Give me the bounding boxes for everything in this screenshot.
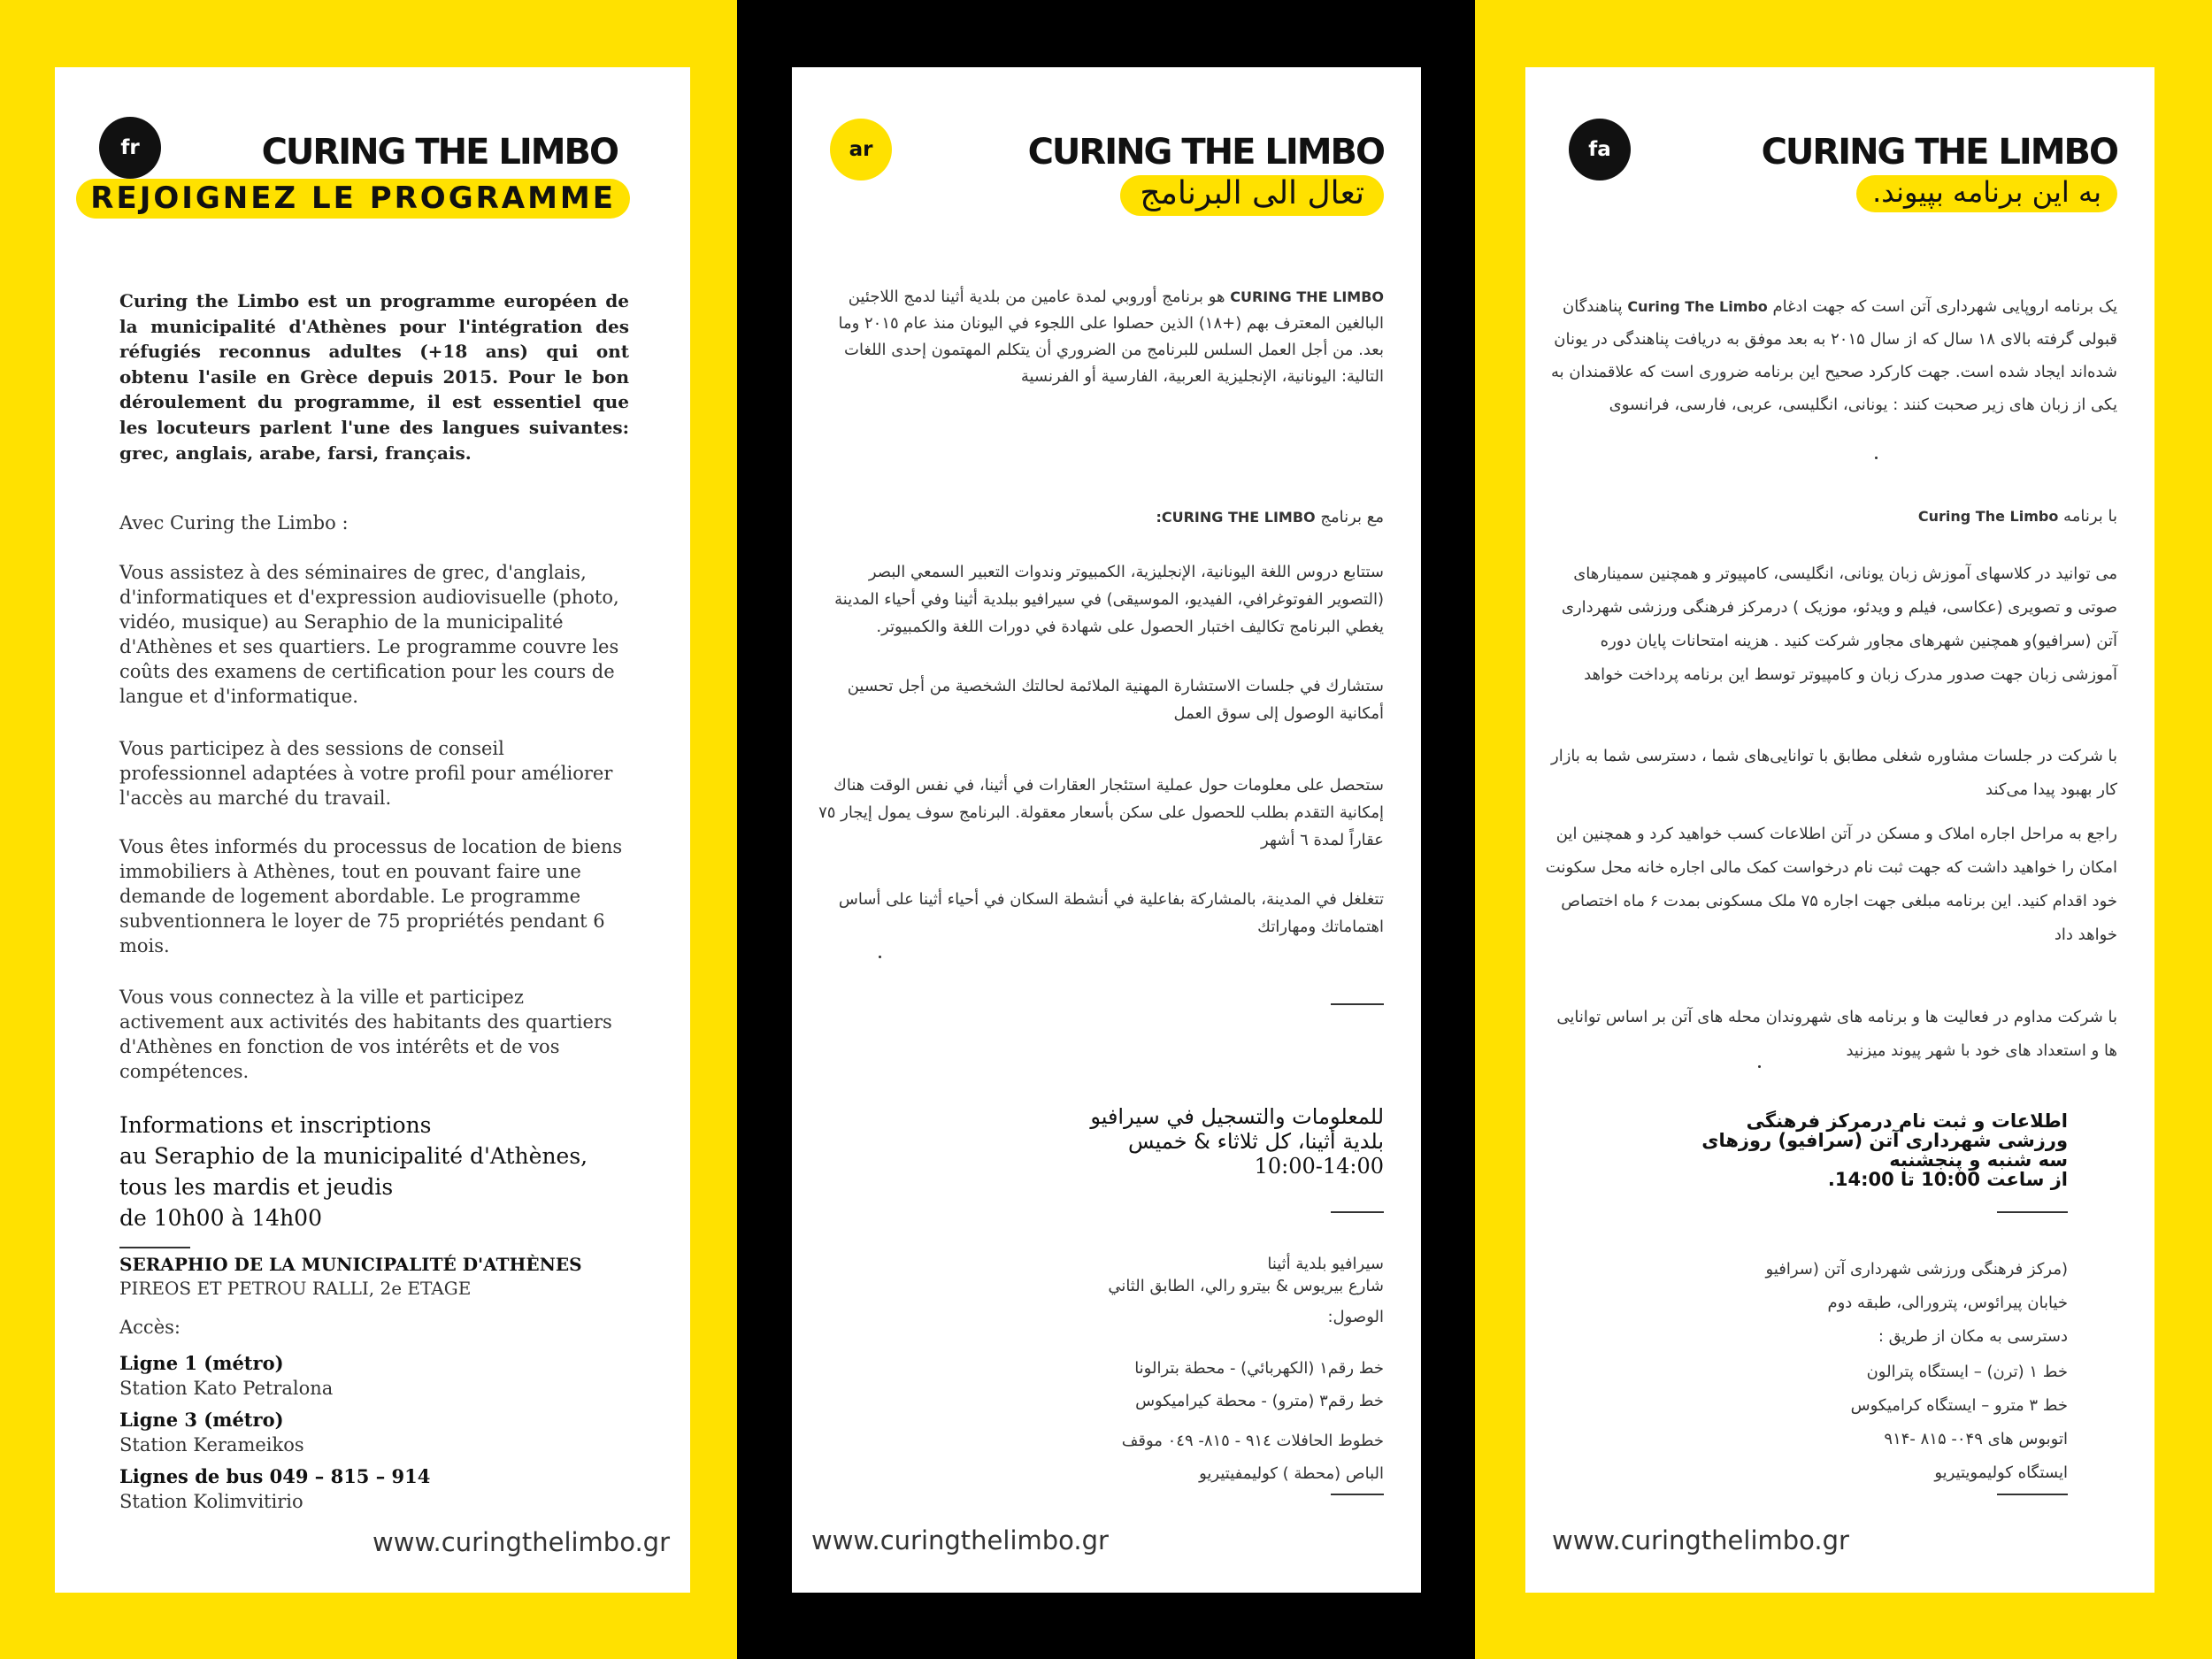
transit-line: الباص (محطة ) كوليمفيتيريو (1199, 1464, 1384, 1483)
transit-line: ایستگاه کولیمویتیریو (1934, 1463, 2068, 1482)
with-program-name: Curing the Limbo (170, 512, 336, 534)
transit-list (1572, 1356, 2068, 1490)
venue-block (1572, 1253, 2068, 1354)
farsi-panel (1525, 67, 2154, 1593)
with-curing-line (1542, 507, 2117, 526)
venue-name: (مرکز فرهنگی ورزشی شهرداری آتن (سرافیو (1765, 1260, 2068, 1279)
info-location: au Seraphio de la municipalité d'Athènes, (119, 1143, 588, 1169)
decorative-dot (1875, 457, 1878, 459)
benefit-paragraph-3: ستحصل على معلومات حول عملية استئجار العقارات في أثينا، في نفس الوقت هناك إمكانية التقدم بطلب للحصول على سكن بأسعار معقولة. البرنامج سوف يمول إيجار ٧٥ عقاراً لمدة ٦ أشهر (818, 776, 1384, 849)
with-curing-line (818, 508, 1384, 526)
section-divider (1331, 1211, 1384, 1213)
transit-line: Lignes de bus 049 – 815 – 914 (119, 1465, 431, 1487)
venue-address: PIREOS ET PETROU RALLI, 2e ETAGE (119, 1278, 472, 1299)
section-divider (1997, 1211, 2068, 1213)
section-divider (1331, 1494, 1384, 1495)
info-title: اطلاعات و ثبت نام درمرکز فرهنگی (1746, 1110, 2068, 1132)
panel-subtitle: .به این برنامه بپیوند (1856, 175, 2117, 212)
benefit-paragraph-2: Vous participez à des sessions de conseil professionnel adaptées à votre profil pour améliorer l'accès au marché du travail. (119, 738, 613, 809)
section-divider (1331, 1003, 1384, 1005)
info-days: سه شنبه و پنجشنبه (1889, 1149, 2068, 1171)
access-label: Accès: (119, 1317, 180, 1338)
benefit-paragraph-2: ستشارك في جلسات الاستشارة المهنية الملائمة لحالتك الشخصية من أجل تحسين أمكانية الوصول إلى سوق العمل (847, 677, 1384, 723)
with-prefix: Avec (119, 512, 171, 534)
with-prefix: با برنامه (2058, 507, 2117, 526)
intro-prefix: یک برنامه اروپایی شهرداری آتن است که جهت ادغام (1767, 297, 2117, 316)
venue-block (818, 1253, 1384, 1328)
benefit-paragraph-4: Vous vous connectez à la ville et participez activement aux activités des habitants des quartiers d'Athènes en fonction de vos intérêts et de vos compétences. (119, 987, 612, 1082)
venue-address: خیابان پیرائوس، پترورالی، طبقه دوم (1827, 1294, 2068, 1312)
panel-title: CURING THE LIMBO (1761, 132, 2117, 173)
venue-address: شارع بيريوس & بيترو رالي، الطابق الثاني (1108, 1277, 1384, 1295)
benefit-paragraph-3: Vous êtes informés du processus de location de biens immobiliers à Athènes, tout en pouvant faire une demande de logement abordable. Le programme subventionnera le loyer de 75 propriétés pendant 6 mois. (119, 836, 623, 956)
venue-name: سيرافيو بلدية أثينا (1267, 1255, 1384, 1273)
section-divider (1997, 1494, 2068, 1495)
access-label: الوصول: (1327, 1308, 1384, 1326)
transit-line: Ligne 1 (métro) (119, 1352, 284, 1374)
transit-line: Ligne 3 (métro) (119, 1409, 284, 1431)
transit-station: Station Kato Petralona (119, 1378, 334, 1399)
intro-program-name: CURING THE LIMBO (1230, 288, 1384, 305)
intro-text: پناهندگان قبولی گرفته بالای ۱۸ سال که از سال ۲۰۱۵ به بعد موفق به دریافت پناهندگی در یونان شده‌اند ایجاد شده است. جهت کارکرد صحیح این برنامه ضروری است که علاقمندان به یکی از زبان های زیر صحبت کنند : یونانی، انگلیسی، عربی، فارسی، فرانسوی (1550, 297, 2117, 414)
website-link[interactable]: www.curingthelimbo.gr (373, 1527, 670, 1557)
info-title: للمعلومات والتسجيل في سيرافيو (1090, 1104, 1384, 1129)
decorative-dot (1758, 1065, 1761, 1068)
info-hours: de 10h00 à 14h00 (119, 1205, 322, 1231)
access-label: دسترسی به مکان از طریق : (1878, 1327, 2068, 1346)
transit-line: خط ۱ (ترن) – ایستگاه پترالون (1866, 1363, 2068, 1381)
info-title: Informations et inscriptions (119, 1112, 432, 1138)
with-suffix: : (335, 512, 349, 534)
with-program-name: Curing The Limbo (1917, 508, 2059, 525)
benefit-paragraph-1: Vous assistez à des séminaires de grec, d'anglais, d'informatiques et d'expression audiovisuelle (photo, vidéo, musique) au Seraphio de la municipalité d'Athènes et ses quartiers. Le programme couvre les coûts des examens de certification pour les cours de langue et d'informatique. (119, 562, 619, 707)
with-program-name: CURING THE LIMBO: (1156, 509, 1316, 526)
language-badge-fa: fa (1569, 119, 1631, 180)
panel-subtitle: تعال الى البرنامج (1120, 175, 1384, 216)
language-badge-ar: ar (830, 119, 892, 180)
language-badge-fr: fr (99, 117, 161, 179)
transit-list (119, 1350, 430, 1515)
panel-title: CURING THE LIMBO (1027, 132, 1384, 173)
decorative-dot (879, 956, 881, 958)
info-hours: از ساعت 10:00 تا 14:00. (1827, 1169, 2068, 1190)
info-days: tous les mardis et jeudis (119, 1174, 394, 1200)
intro-text: هو برنامج أوروبي لمدة عامين من بلدية أثينا لدمج اللاجئين البالغين المعترف بهم (+١٨) الذين حصلوا على اللجوء في اليونان منذ عام ٢٠١٥ وما بعد. من أجل العمل السلس للبرنامج من الضروري أن يتكلم المهتمون إحدى اللغات التالية: اليونانية، الإنجليزية العربية، الفارسية أو الفرنسية (838, 288, 1384, 386)
panel-title: CURING THE LIMBO (261, 132, 618, 173)
intro-paragraph: Curing the Limbo est un programme européen de la municipalité d'Athènes pour l'intégration des réfugiés reconnus adultes (+18 ans) qui ont obtenu l'asile en Grèce depuis 2015. Pour le bon déroulement du programme, il est essentiel que les locuteurs parlent l'une des langues suivantes: grec, anglais, arabe, farsi, français. (119, 290, 629, 464)
transit-line: خط ۳ مترو – ایستگاه کرامیکوس (1850, 1396, 2068, 1415)
benefit-paragraph-4: با شرکت مداوم در فعالیت ها و برنامه های شهروندان محله های آتن بر اساس توانایی ها و استعداد های خود با شهر پیوند میزنید (1556, 1008, 2117, 1060)
transit-line: خط رقم١ (الكهربائي) - محطة بترالونا (1134, 1359, 1384, 1378)
transit-station: Station Kerameikos (119, 1434, 304, 1455)
transit-line: خط رقم٣ (مترو) - محطة كيراميكوس (1135, 1392, 1384, 1410)
transit-list (818, 1352, 1384, 1490)
info-block (1625, 1111, 2068, 1189)
intro-program-name: Curing The Limbo (1627, 298, 1768, 315)
transit-line: اتوبوس های ۰۴۹- ۸۱۵ -۹۱۴ (1884, 1430, 2068, 1448)
info-hours: 10:00-14:00 (1254, 1154, 1384, 1179)
website-link[interactable]: www.curingthelimbo.gr (811, 1525, 1109, 1555)
panel-subtitle: REJOIGNEZ LE PROGRAMME (76, 179, 630, 219)
info-location: ورزشی شهرداری آتن (سرافیو) روزهای (1701, 1130, 2068, 1151)
website-link[interactable]: www.curingthelimbo.gr (1552, 1525, 1849, 1555)
benefit-paragraph-3: راجع به مراحل اجاره املاک و مسکن در آتن اطلاعات کسب خواهید کرد و همچنین این امکان را خواهید داشت که جهت ثبت نام درخواست کمک مالی اجاره خانه محل سکونت خود اقدام کنید. این برنامه مبلغی جهت اجاره ۷۵ ملک مسکونی بمدت ۶ ماه اختصاص خواهد داد (1545, 825, 2117, 944)
info-block (818, 1104, 1384, 1179)
benefit-paragraph-2: با شرکت در جلسات مشاوره شغلی مطابق با توانایی‌های شما ، دسترسی شما به بازار کار بهبود پیدا می‌کند (1551, 747, 2117, 799)
with-curing-line (119, 512, 629, 534)
info-days: بلدية أثينا، كل ثلاثاء & خميس (1128, 1129, 1384, 1154)
transit-station: Station Kolimvitirio (119, 1491, 303, 1512)
intro-paragraph (1542, 290, 2117, 421)
transit-line: خطوط الحافلات ٩١٤ - ٨١٥- ٠٤٩ موقف (1121, 1432, 1384, 1450)
benefit-paragraph-1: ستتابع دروس اللغة اليونانية، الإنجليزية، الكمبيوتر وندوات التعبير السمعي البصر (التصوير الفوتوغرافي، الفيديو، الموسيقى) في سيرافيو ببلدية أثينا وفي أحياء المدينة يغطي البرنامج تكاليف اختبار الحصول على شهادة في دورات اللغة والكمبيوتر. (834, 563, 1384, 636)
benefit-paragraph-4: تتغلغل في المدينة، بالمشاركة بفاعلية في أنشطة السكان في أحياء أثينا على أساس اهتماماتك ومهاراتك (838, 890, 1384, 936)
french-panel (55, 67, 690, 1593)
arabic-panel (792, 67, 1421, 1593)
info-block (119, 1110, 650, 1233)
benefit-paragraph-1: می توانید در کلاسهای آموزش زبان یونانی، انگلیسی، کامپیوتر و همچنین سمینارهای صوتی و تصویری (عکاسی، فیلم و ویدئو، موزیک ) درمرکز فرهنگی ورزشی شهرداری آتن (سرافیو)و همچنین شهرهای مجاور شرکت کنید . هزینه امتحانات پایان دوره آموزشی زبان جهت صدور مدرک زبان و کامپیوتر توسط این برنامه پرداخت خواهد (1561, 565, 2117, 684)
section-divider (119, 1247, 190, 1248)
intro-paragraph (818, 284, 1384, 390)
with-prefix: مع برنامج (1315, 508, 1384, 526)
venue-name: SERAPHIO DE LA MUNICIPALITÉ D'ATHÈNES (119, 1254, 582, 1275)
